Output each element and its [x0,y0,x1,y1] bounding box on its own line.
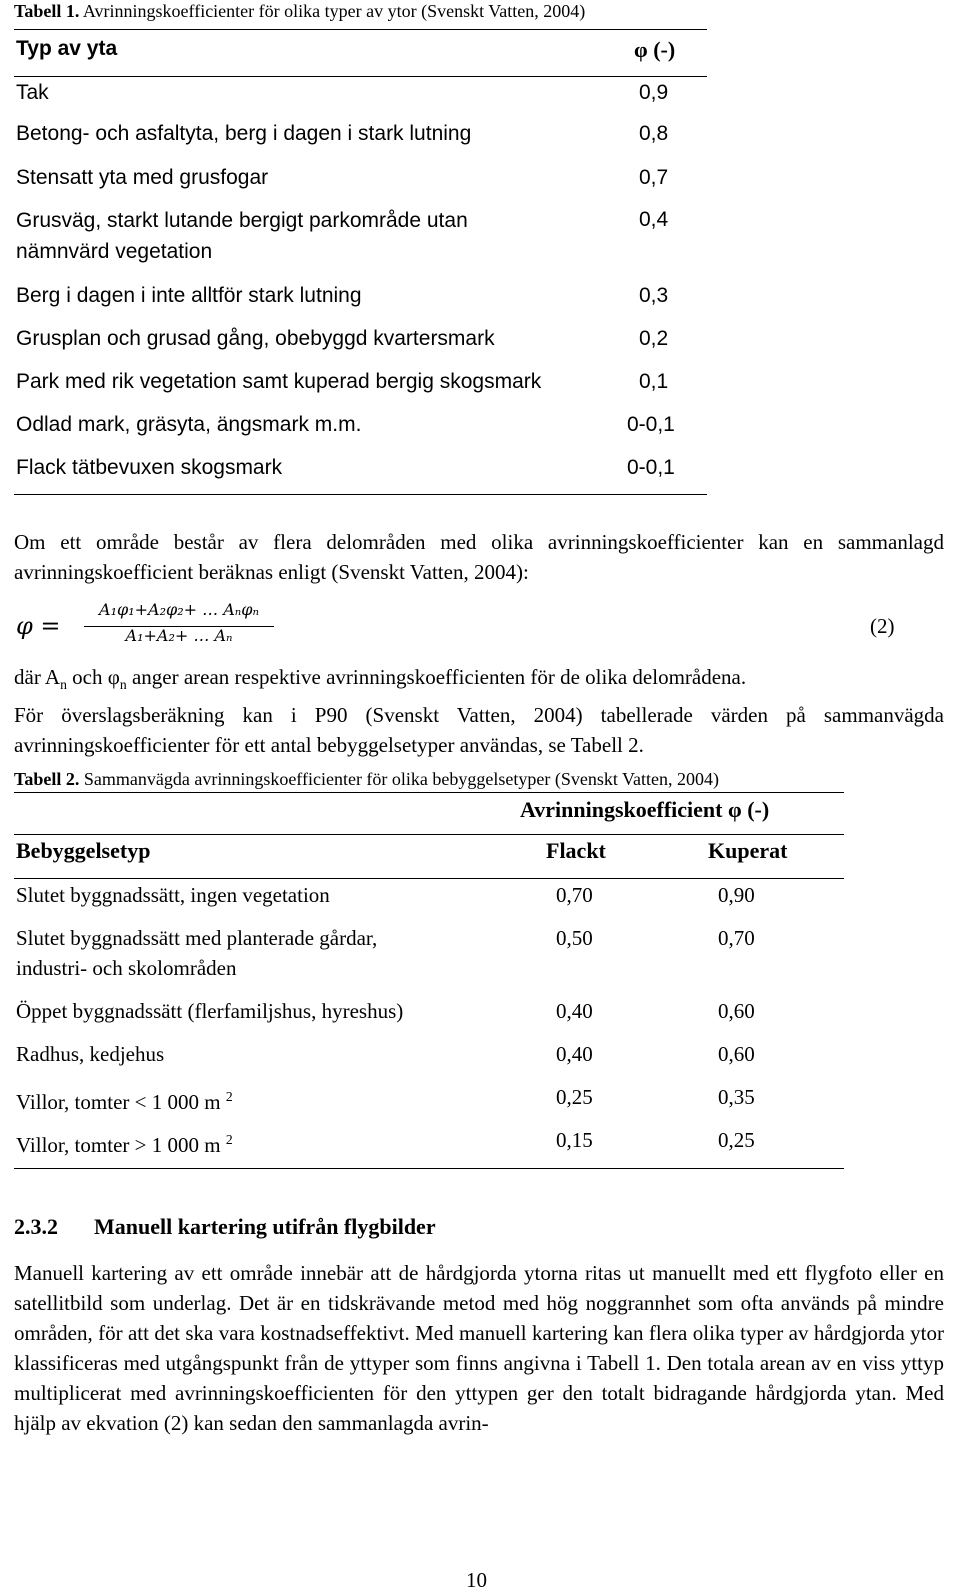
table1-cell-type: Grusväg, starkt lutande bergigt parkområde utan nämnvärd vegetation [16,209,468,263]
table2-top-rule [14,792,844,793]
table2-header-flat: Flackt [546,838,606,863]
table1-cell-phi: 0,1 [639,370,669,393]
paragraph-explanation [14,662,944,760]
subscript: n [119,677,127,693]
table2-cell-type-continued: industri- och skolområden [16,956,237,980]
equation-numerator: A₁φ₁+A₂φ₂+ … Aₙφₙ [99,600,259,619]
table1-cell-phi: 0,3 [639,284,669,307]
table1-cell-type: Flack tätbevuxen skogsmark [16,456,283,479]
table2-cell-type: Slutet byggnadssätt med planterade gårdar, [16,926,378,950]
paragraph-explanation-line1 [14,662,944,700]
equation-2 [14,600,944,654]
table2-cell-type: Öppet byggnadssätt (flerfamiljshus, hyreshus) [16,999,404,1023]
table2-cell-flat: 0,25 [556,1085,593,1109]
table1-header-phi: φ (-) [634,37,676,62]
table1-cell-type: Odlad mark, gräsyta, ängsmark m.m. [16,413,362,436]
subscript: n [60,677,67,693]
table1-cell-type: Tak [16,81,49,104]
table2-cell-type: Slutet byggnadssätt, ingen vegetation [16,883,330,907]
table2-cell-type [16,1125,233,1160]
table2-caption-label: Tabell 2. [14,769,80,789]
table2-cell-flat: 0,15 [556,1128,593,1152]
table-row [14,367,707,407]
table2-cell-hilly: 0,90 [718,883,755,907]
section-title: Manuell kartering utifrån flygbilder [94,1214,436,1239]
table2-cell-hilly: 0,35 [718,1085,755,1109]
table1-cell-phi: 0,2 [639,327,669,350]
table2-cell-type-text: Villor, tomter < 1 000 m [16,1090,221,1114]
table2-cell-flat: 0,40 [556,999,593,1023]
table2-caption-text: Sammanvägda avrinningskoefficienter för olika bebyggelsetyper (Svenskt Vatten, 2004) [83,769,720,789]
table-row [14,163,707,203]
table2-header-type: Bebyggelsetyp [16,838,151,863]
table1-bottom-rule [14,494,707,495]
table-row [14,119,707,159]
superscript: 2 [225,1132,233,1147]
table2-cell-flat: 0,40 [556,1042,593,1066]
table2-cell-type: Radhus, kedjehus [16,1042,165,1066]
table2-cell-type-text: Villor, tomter > 1 000 m [16,1133,221,1157]
page-number: 10 [466,1568,487,1592]
text-segment: och φ [66,665,120,689]
table2-caption [14,768,719,790]
section-number: 2.3.2 [14,1214,58,1239]
fraction-bar [84,626,274,627]
table2-cell-hilly: 0,60 [718,1042,755,1066]
table1-cell-type: Grusplan och grusad gång, obebyggd kvartersmark [16,327,495,350]
table2-cell-type [16,1082,233,1117]
table1-header-type: Typ av yta [16,37,118,60]
table2-cell-flat: 0,50 [556,926,593,950]
table1-cell-type: Stensatt yta med grusfogar [16,166,269,189]
superscript: 2 [225,1089,233,1104]
table2-cell-hilly: 0,70 [718,926,755,950]
table1-cell-type: Berg i dagen i inte alltför stark lutning [16,284,362,307]
table1-caption-text: Avrinningskoefficienter för olika typer av ytor (Svenskt Vatten, 2004) [82,1,586,21]
table1-cell-phi: 0-0,1 [627,413,675,436]
table2-header-rule [14,834,844,835]
table1-cell-phi: 0,8 [639,122,669,145]
table1-caption [14,0,954,22]
table1-cell-phi: 0,4 [639,208,669,231]
table2-header-hilly: Kuperat [708,838,788,863]
table1-caption-label: Tabell 1. [14,1,80,21]
table-row [14,281,707,321]
equation-number: (2) [870,614,895,638]
equation-denominator: A₁+A₂+ … Aₙ [125,626,233,645]
equation-lhs: φ = [16,612,61,640]
table2-cell-flat: 0,70 [556,883,593,907]
text-segment: anger arean respektive avrinningskoefficienten för de olika delområdena. [126,665,747,689]
table-row [14,410,707,450]
paragraph-intro: Om ett område består av flera delområden med olika avrinningskoefficienter kan en sammanlagd avrinningskoefficient beräknas enligt (Svenskt Vatten, 2004): [14,530,944,584]
table2-cell-hilly: 0,60 [718,999,755,1023]
table2-supertitle: Avrinningskoefficient φ (-) [520,797,770,822]
table1-cell-phi: 0,9 [639,81,669,104]
table-row [14,205,707,269]
table1 [14,29,707,479]
table1-cell-type: Park med rik vegetation samt kuperad bergig skogsmark [16,370,542,393]
table-row [14,76,707,116]
text-segment: där A [14,665,61,689]
table1-cell-type: Betong- och asfaltyta, berg i dagen i stark lutning [16,122,472,145]
table-row [14,324,707,364]
table2-cell-hilly: 0,25 [718,1128,755,1152]
table1-cell-phi: 0-0,1 [627,456,675,479]
paragraph-explanation-body: För överslagsberäkning kan i P90 (Svenskt Vatten, 2004) tabellerade värden på sammanvägda avrinningskoefficienter för ett antal bebyggelsetyper användas, se Tabell 2. [14,703,944,758]
section-body: Manuell kartering av ett område innebär att de hårdgjorda ytorna ritas ut manuellt med ett flygfoto eller en satellitbild som underlag. Det är en tidskrävande metod med hög noggrannhet som ofta används på mindre områden, för att det ska vara kostnadseffektivt. Med manuell kartering kan flera olika typer av hårdgjorda ytor klassificeras med utgångspunkt från de yttyper som finns angivna i Tabell 1. Den totala arean av en viss yttyp multiplicerat med avrinningskoefficienten för den yttypen ger den totalt bidragande hårdgjorda ytan. Med hjälp av ekvation (2) kan sedan den sammanlagda avrin- [14,1261,944,1435]
table-row [14,453,707,493]
table2-header-bottom-rule [14,878,844,879]
table2-bottom-rule [14,1168,844,1169]
table1-header [14,29,707,77]
table1-cell-phi: 0,7 [639,166,669,189]
